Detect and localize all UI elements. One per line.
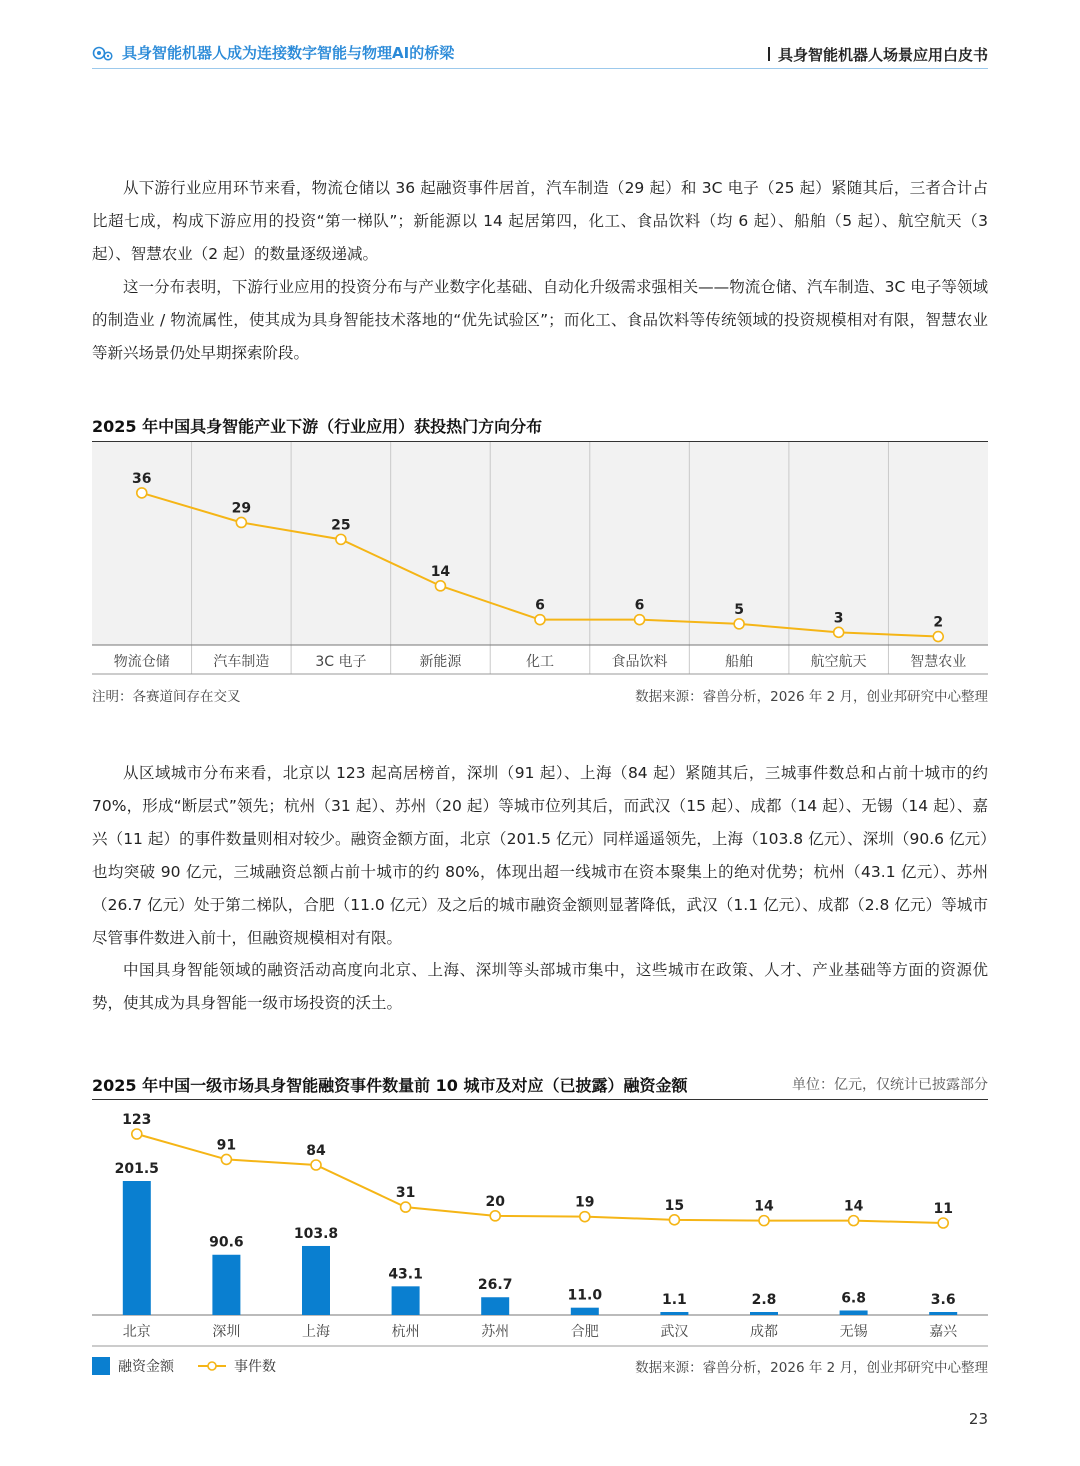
chart1-category-label: 3C 电子	[315, 654, 367, 670]
chart1-data-label: 3	[833, 610, 844, 627]
chart1-data-label: 2	[933, 614, 944, 631]
chart2-bar	[571, 1308, 599, 1315]
chart2-point	[401, 1202, 411, 1212]
page-number: 23	[968, 1410, 988, 1428]
chart1-data-label: 14	[430, 563, 451, 580]
chart2-line-label: 20	[485, 1193, 505, 1210]
chart2-bar-label: 11.0	[567, 1287, 603, 1304]
legend-bar-swatch	[92, 1357, 110, 1375]
chart2-point	[669, 1215, 679, 1225]
chart2-bar	[840, 1310, 868, 1315]
header-right	[768, 44, 988, 65]
chart2-bar	[660, 1312, 688, 1315]
header-separator	[768, 47, 770, 61]
chart2-category-label: 嘉兴	[929, 1324, 958, 1340]
chart2-bar	[302, 1246, 330, 1315]
chart1-point	[734, 619, 744, 629]
chart1-point	[137, 488, 147, 498]
chart2-point	[759, 1216, 769, 1226]
chart2-bar-label: 26.7	[477, 1277, 513, 1294]
chart1-category-label: 新能源	[419, 654, 462, 670]
chart2-bar-label: 43.1	[388, 1266, 423, 1283]
header-right-title: 具身智能机器人场景应用白皮书	[777, 46, 988, 64]
paragraph-4: 中国具身智能领域的融资活动高度向北京、上海、深圳等头部城市集中，这些城市在政策、人才、产业基础等方面的资源优势，使其成为具身智能一级市场投资的沃土。	[92, 961, 988, 1012]
chart1-point	[336, 534, 346, 544]
paragraph-2: 这一分布表明，下游行业应用的投资分布与产业数字化基础、自动化升级需求强相关——物流仓储、汽车制造、3C 电子等领域的制造业 / 物流属性，使其成为具身智能技术落地的“优先试验区”；而化工、食品饮料等传统领域的投资规模相对有限，智慧农业等新兴场景仍处早期探索阶段。	[92, 278, 988, 362]
chart1-category-label: 化工	[526, 654, 554, 670]
chart2-line-label: 14	[754, 1198, 774, 1215]
chart2-line-label: 91	[216, 1137, 237, 1154]
chart2-bar	[392, 1286, 420, 1315]
chart1-data-label: 5	[734, 601, 744, 618]
legend-line-swatch	[198, 1360, 226, 1372]
chart1-point	[933, 632, 943, 642]
chart2-line-label: 84	[306, 1142, 326, 1159]
chart2-bar	[481, 1297, 509, 1315]
chart1-data-label: 36	[132, 470, 152, 487]
chart1-point	[236, 517, 246, 527]
chart2-category-label: 北京	[122, 1324, 151, 1340]
chart1-svg	[92, 442, 988, 678]
chart1-point	[435, 581, 445, 591]
chart2-point	[580, 1212, 590, 1222]
chart2-bar-label: 103.8	[293, 1225, 339, 1242]
chart1-point	[834, 627, 844, 637]
chart2-bar-label: 6.8	[841, 1290, 867, 1307]
chart2-bar-label: 3.6	[930, 1292, 956, 1308]
chart2-category-label: 成都	[750, 1324, 778, 1340]
chart2-bar	[750, 1312, 778, 1315]
page-header	[92, 38, 988, 69]
chart2-category-label: 上海	[302, 1324, 330, 1340]
chart1-note: 注明：各赛道间存在交叉	[92, 689, 241, 705]
chart2-category-label: 苏州	[481, 1324, 510, 1340]
chart2-line-label: 15	[664, 1197, 685, 1214]
chart1-data-label: 6	[634, 597, 645, 614]
chart2-bar-label: 1.1	[661, 1292, 687, 1308]
chart2-title: 2025 年中国一级市场具身智能融资事件数量前 10 城市及对应（已披露）融资金额	[92, 1076, 688, 1095]
chart2-bar	[212, 1255, 240, 1315]
chart1-point	[535, 615, 545, 625]
chart2-line-label: 19	[575, 1194, 595, 1211]
chart2-line-label: 31	[395, 1185, 416, 1202]
chart1-category-label: 智慧农业	[910, 654, 967, 670]
chart2-source: 数据来源：睿兽分析，2026 年 2 月，创业邦研究中心整理	[635, 1360, 988, 1376]
chart1-category-label: 物流仓储	[113, 654, 170, 670]
chart2-bar-label: 90.6	[209, 1234, 244, 1251]
chart2-svg	[92, 1100, 988, 1348]
chart1-title: 2025 年中国具身智能产业下游（行业应用）获投热门方向分布	[92, 417, 543, 436]
chart2-point	[849, 1216, 859, 1226]
chart2-category-label: 武汉	[660, 1324, 689, 1340]
header-left	[92, 42, 454, 63]
chart1-data-label: 29	[231, 500, 252, 517]
paragraph-1: 从下游行业应用环节来看，物流仓储以 36 起融资事件居首，汽车制造（29 起）和 3C 电子（25 起）紧随其后，三者合计占比超七成，构成下游应用的投资“第一梯队”；新能源以 14 起居第四，化工、食品饮料（均 6 起）、船舶（5 起）、航空航天（3 起）、智慧农业（2 起）的数量逐级递减。	[92, 179, 988, 263]
chart1-category-label: 航空航天	[810, 654, 867, 670]
chart2-category-label: 深圳	[212, 1324, 241, 1340]
chart2-legend	[92, 1356, 276, 1376]
chart2-point	[938, 1218, 948, 1228]
legend-bar-label: 融资金额	[118, 1359, 174, 1375]
chart1-category-label: 船舶	[725, 654, 754, 670]
chart2-bar-label: 2.8	[751, 1292, 777, 1308]
chart2-bar	[929, 1312, 957, 1315]
paragraph-3: 从区域城市分布来看，北京以 123 起高居榜首，深圳（91 起）、上海（84 起）紧随其后，三城事件数总和占前十城市的约 70%，形成“断层式”领先；杭州（31 起）、苏州（20 起）等城市位列其后，而武汉（15 起）、成都（14 起）、无锡（14 起）、嘉兴（11 起）的事件数量则相对较少。融资金额方面，北京（201.5 亿元）同样遥遥领先，上海（103.8 亿元）、深圳（90.6 亿元）也均突破 90 亿元，三城融资总额占前十城市的约 80%，体现出超一线城市在资本聚集上的绝对优势；杭州（43.1 亿元）、苏州（26.7 亿元）处于第二梯队，合肥（11.0 亿元）及之后的城市融资金额则显著降低，武汉（1.1 亿元）、成都（2.8 亿元）等城市尽管事件数进入前十，但融资规模相对有限。	[92, 764, 988, 947]
chart2-category-label: 合肥	[570, 1324, 599, 1340]
chart2-line-label: 123	[122, 1112, 152, 1128]
chart1-data-label: 6	[535, 597, 545, 614]
chart2-series-line	[137, 1134, 943, 1223]
chart1-point	[635, 615, 645, 625]
chart2-category-label: 杭州	[391, 1324, 420, 1340]
chart2-point	[311, 1160, 321, 1170]
chart2-bar	[123, 1181, 151, 1315]
chart1-category-label: 汽车制造	[213, 654, 270, 670]
chart2-line-label: 14	[843, 1198, 864, 1215]
chart2-point	[490, 1211, 500, 1221]
chart2-bar-label: 201.5	[114, 1161, 159, 1177]
chart2-category-label: 无锡	[839, 1324, 868, 1340]
chart2-point	[221, 1154, 231, 1164]
chart2-unit: 单位：亿元，仅统计已披露部分	[792, 1077, 988, 1093]
header-left-title: 具身智能机器人成为连接数字智能与物理AI的桥梁	[122, 44, 455, 62]
chart1-source: 数据来源：睿兽分析，2026 年 2 月，创业邦研究中心整理	[635, 689, 988, 705]
gears-icon	[92, 44, 114, 62]
chart1-data-label: 25	[331, 517, 351, 534]
chart1-category-label: 食品饮料	[611, 654, 668, 670]
chart1-background	[92, 442, 988, 674]
chart2-line-label: 11	[933, 1201, 953, 1217]
chart2-point	[132, 1129, 142, 1139]
legend-line-label: 事件数	[234, 1359, 276, 1375]
